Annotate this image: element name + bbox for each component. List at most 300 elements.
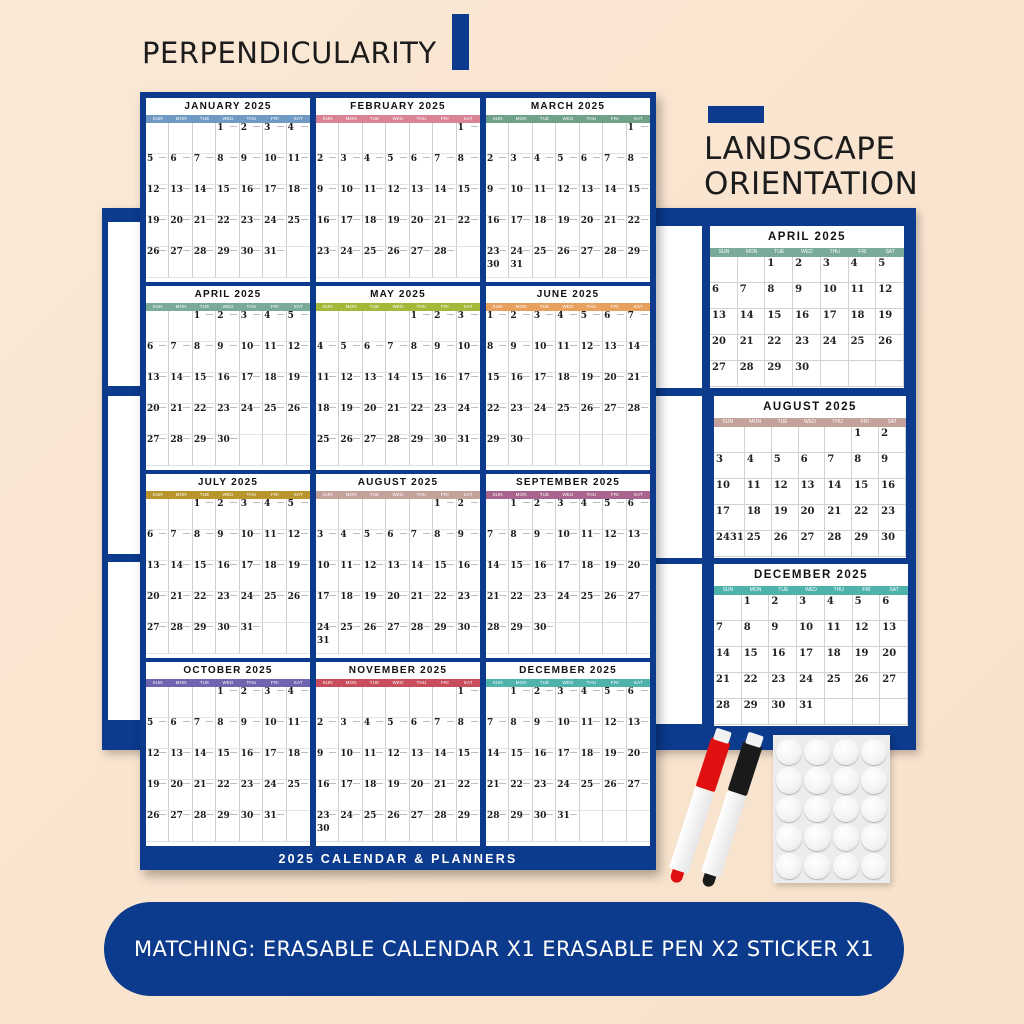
day-cell[interactable]: 13 (169, 749, 192, 780)
day-cell[interactable]: 19 (386, 780, 409, 811)
day-cell[interactable]: 14 (433, 185, 456, 216)
day-cell[interactable]: 4 (849, 257, 877, 283)
day-cell[interactable]: 20 (146, 404, 169, 435)
day-cell[interactable]: 13 (603, 342, 626, 373)
day-cell[interactable]: 24 (339, 811, 362, 842)
day-cell[interactable]: 28 (433, 247, 456, 278)
day-cell[interactable]: 6 (603, 311, 626, 342)
day-cell[interactable] (287, 623, 310, 654)
day-cell[interactable]: 14 (627, 342, 650, 373)
day-cell[interactable] (339, 311, 362, 342)
day-cell[interactable]: 23 (769, 673, 797, 699)
day-cell[interactable] (603, 435, 626, 466)
day-cell[interactable]: 14 (714, 647, 742, 673)
day-cell[interactable]: 11 (363, 185, 386, 216)
day-cell[interactable]: 5 (363, 530, 386, 561)
day-cell[interactable]: 16 (533, 561, 556, 592)
day-cell[interactable]: 12 (603, 718, 626, 749)
day-cell[interactable] (825, 699, 853, 725)
day-cell[interactable]: 18 (263, 373, 286, 404)
day-cell[interactable]: 9 (793, 283, 821, 309)
day-cell[interactable]: 15 (509, 749, 532, 780)
day-cell[interactable]: 9 (316, 749, 339, 780)
day-cell[interactable]: 23 (433, 404, 456, 435)
day-cell[interactable]: 8 (193, 530, 216, 561)
day-cell[interactable]: 29 (193, 623, 216, 654)
day-cell[interactable]: 21 (714, 673, 742, 699)
day-cell[interactable]: 20 (627, 749, 650, 780)
day-cell[interactable]: 6 (627, 687, 650, 718)
day-cell[interactable]: 21 (486, 592, 509, 623)
day-cell[interactable]: 17 (821, 309, 849, 335)
day-cell[interactable]: 20 (146, 592, 169, 623)
day-cell[interactable]: 30 (879, 531, 906, 557)
day-cell[interactable]: 29 (486, 435, 509, 466)
day-cell[interactable]: 24 (797, 673, 825, 699)
day-cell[interactable]: 28 (433, 811, 456, 842)
day-cell[interactable]: 17 (263, 185, 286, 216)
day-cell[interactable]: 4 (287, 123, 310, 154)
day-cell[interactable]: 8 (216, 718, 239, 749)
day-cell[interactable]: 25 (580, 592, 603, 623)
day-cell[interactable]: 20 (627, 561, 650, 592)
day-cell[interactable]: 16 (457, 561, 480, 592)
day-cell[interactable]: 8 (486, 342, 509, 373)
day-cell[interactable]: 19 (772, 505, 799, 531)
day-cell[interactable]: 5 (386, 718, 409, 749)
day-cell[interactable]: 28 (738, 361, 766, 387)
day-cell[interactable] (240, 435, 263, 466)
day-cell[interactable]: 11 (580, 718, 603, 749)
day-cell[interactable]: 11 (556, 342, 579, 373)
day-cell[interactable]: 20 (410, 780, 433, 811)
day-cell[interactable]: 12 (287, 342, 310, 373)
day-cell[interactable]: 21 (433, 216, 456, 247)
day-cell[interactable]: 1 (457, 123, 480, 154)
day-cell[interactable]: 31 (240, 623, 263, 654)
day-cell[interactable]: 31 (263, 247, 286, 278)
day-cell[interactable]: 6 (169, 718, 192, 749)
day-cell[interactable]: 23 (457, 592, 480, 623)
day-cell[interactable]: 26 (386, 247, 409, 278)
day-cell[interactable]: 9 (879, 453, 906, 479)
day-cell[interactable]: 30 (457, 623, 480, 654)
day-cell[interactable]: 5 (287, 499, 310, 530)
day-cell[interactable]: 24 (263, 216, 286, 247)
day-cell[interactable]: 10 (821, 283, 849, 309)
day-cell[interactable]: 12 (287, 530, 310, 561)
day-cell[interactable]: 12 (339, 373, 362, 404)
day-cell[interactable] (486, 123, 509, 154)
day-cell[interactable]: 4 (533, 154, 556, 185)
day-cell[interactable]: 2 (509, 311, 532, 342)
day-cell[interactable]: 8 (457, 154, 480, 185)
day-cell[interactable]: 4 (363, 718, 386, 749)
day-cell[interactable]: 17 (316, 592, 339, 623)
day-cell[interactable]: 27 (386, 623, 409, 654)
day-cell[interactable]: 22 (742, 673, 770, 699)
day-cell[interactable]: 2 (240, 687, 263, 718)
day-cell[interactable]: 24 (556, 780, 579, 811)
day-cell[interactable]: 9 (509, 342, 532, 373)
day-cell[interactable] (169, 311, 192, 342)
day-cell[interactable]: 24 (240, 404, 263, 435)
day-cell[interactable]: 18 (556, 373, 579, 404)
day-cell[interactable]: 1 (216, 687, 239, 718)
day-cell[interactable]: 16 (793, 309, 821, 335)
day-cell[interactable]: 4 (580, 687, 603, 718)
day-cell[interactable]: 7 (410, 530, 433, 561)
day-cell[interactable]: 9 (486, 185, 509, 216)
day-cell[interactable]: 1 (509, 499, 532, 530)
day-cell[interactable]: 3 (339, 718, 362, 749)
day-cell[interactable]: 26 (853, 673, 881, 699)
day-cell[interactable]: 17 (240, 561, 263, 592)
day-cell[interactable]: 23 (793, 335, 821, 361)
day-cell[interactable]: 26 (876, 335, 904, 361)
day-cell[interactable]: 7 (433, 154, 456, 185)
day-cell[interactable]: 21 (386, 404, 409, 435)
day-cell[interactable]: 18 (363, 780, 386, 811)
day-cell[interactable]: 3 (240, 311, 263, 342)
day-cell[interactable] (386, 499, 409, 530)
day-cell[interactable] (738, 257, 766, 283)
day-cell[interactable]: 19 (146, 216, 169, 247)
day-cell[interactable] (316, 123, 339, 154)
day-cell[interactable]: 12 (146, 185, 169, 216)
day-cell[interactable]: 27 (410, 811, 433, 842)
day-cell[interactable] (533, 435, 556, 466)
day-cell[interactable]: 21 (603, 216, 626, 247)
day-cell[interactable]: 22 (410, 404, 433, 435)
day-cell[interactable]: 22 (457, 216, 480, 247)
day-cell[interactable]: 12 (853, 621, 881, 647)
day-cell[interactable]: 24 (821, 335, 849, 361)
day-cell[interactable]: 25 (287, 780, 310, 811)
day-cell[interactable] (339, 499, 362, 530)
day-cell[interactable] (825, 427, 852, 453)
day-cell[interactable]: 7 (386, 342, 409, 373)
day-cell[interactable]: 5 (146, 154, 169, 185)
day-cell[interactable]: 14 (738, 309, 766, 335)
day-cell[interactable]: 13 (710, 309, 738, 335)
day-cell[interactable]: 13 (880, 621, 908, 647)
day-cell[interactable] (556, 435, 579, 466)
day-cell[interactable]: 29 (433, 623, 456, 654)
day-cell[interactable]: 8 (457, 718, 480, 749)
day-cell[interactable]: 12 (580, 342, 603, 373)
day-cell[interactable] (603, 811, 626, 842)
day-cell[interactable] (533, 123, 556, 154)
day-cell[interactable]: 14 (825, 479, 852, 505)
day-cell[interactable]: 7 (433, 718, 456, 749)
day-cell[interactable]: 3 (509, 154, 532, 185)
day-cell[interactable]: 12 (603, 530, 626, 561)
day-cell[interactable]: 6 (146, 342, 169, 373)
day-cell[interactable]: 8 (509, 718, 532, 749)
day-cell[interactable]: 28 (193, 811, 216, 842)
day-cell[interactable]: 25 (580, 780, 603, 811)
day-cell[interactable]: 11 (287, 718, 310, 749)
day-cell[interactable]: 1 (216, 123, 239, 154)
day-cell[interactable]: 5 (386, 154, 409, 185)
day-cell[interactable]: 31 (556, 811, 579, 842)
day-cell[interactable] (580, 811, 603, 842)
day-cell[interactable]: 22 (457, 780, 480, 811)
day-cell[interactable]: 7 (169, 530, 192, 561)
day-cell[interactable]: 26 (287, 404, 310, 435)
day-cell[interactable]: 5 (146, 718, 169, 749)
day-cell[interactable]: 2 (433, 311, 456, 342)
day-cell[interactable]: 18 (580, 749, 603, 780)
day-cell[interactable] (263, 623, 286, 654)
day-cell[interactable] (316, 311, 339, 342)
day-cell[interactable]: 2 (533, 687, 556, 718)
day-cell[interactable] (263, 435, 286, 466)
day-cell[interactable]: 1 (193, 311, 216, 342)
day-cell[interactable]: 24 (339, 247, 362, 278)
day-cell[interactable]: 30 (433, 435, 456, 466)
day-cell[interactable]: 15 (433, 561, 456, 592)
day-cell[interactable]: 16 (769, 647, 797, 673)
day-cell[interactable]: 1 (486, 311, 509, 342)
day-cell[interactable] (486, 687, 509, 718)
day-cell[interactable] (627, 435, 650, 466)
day-cell[interactable]: 26 (339, 435, 362, 466)
day-cell[interactable]: 28 (603, 247, 626, 278)
day-cell[interactable]: 26 (146, 811, 169, 842)
day-cell[interactable] (193, 687, 216, 718)
day-cell[interactable]: 21 (627, 373, 650, 404)
day-cell[interactable]: 4 (745, 453, 772, 479)
day-cell[interactable]: 7 (486, 530, 509, 561)
day-cell[interactable]: 1 (193, 499, 216, 530)
day-cell[interactable]: 2 (216, 499, 239, 530)
day-cell[interactable]: 4 (263, 499, 286, 530)
day-cell[interactable]: 10 (263, 718, 286, 749)
day-cell[interactable] (433, 687, 456, 718)
day-cell[interactable]: 25 (339, 623, 362, 654)
day-cell[interactable]: 15 (509, 561, 532, 592)
day-cell[interactable]: 19 (556, 216, 579, 247)
day-cell[interactable] (386, 687, 409, 718)
day-cell[interactable] (849, 361, 877, 387)
day-cell[interactable]: 13 (169, 185, 192, 216)
day-cell[interactable] (799, 427, 826, 453)
day-cell[interactable]: 5 (853, 595, 881, 621)
day-cell[interactable]: 22 (852, 505, 879, 531)
day-cell[interactable]: 22 (216, 216, 239, 247)
day-cell[interactable]: 28 (627, 404, 650, 435)
day-cell[interactable]: 11 (339, 561, 362, 592)
day-cell[interactable]: 8 (852, 453, 879, 479)
day-cell[interactable]: 19 (287, 373, 310, 404)
day-cell[interactable]: 29 (509, 623, 532, 654)
day-cell[interactable]: 11 (580, 530, 603, 561)
day-cell[interactable]: 30 (769, 699, 797, 725)
day-cell[interactable]: 14 (386, 373, 409, 404)
day-cell[interactable]: 17 (457, 373, 480, 404)
day-cell[interactable] (509, 123, 532, 154)
day-cell[interactable]: 22 (509, 592, 532, 623)
day-cell[interactable]: 14 (486, 749, 509, 780)
day-cell[interactable]: 7 (825, 453, 852, 479)
day-cell[interactable]: 13 (627, 530, 650, 561)
day-cell[interactable]: 13 (386, 561, 409, 592)
day-cell[interactable]: 28 (169, 623, 192, 654)
day-cell[interactable] (363, 311, 386, 342)
day-cell[interactable]: 5 (287, 311, 310, 342)
day-cell[interactable]: 28 (486, 623, 509, 654)
day-cell[interactable]: 29 (216, 247, 239, 278)
day-cell[interactable]: 28 (169, 435, 192, 466)
day-cell[interactable]: 28 (193, 247, 216, 278)
day-cell[interactable]: 13 (627, 718, 650, 749)
day-cell[interactable]: 13 (410, 185, 433, 216)
day-cell[interactable]: 24 (240, 592, 263, 623)
day-cell[interactable]: 26 (363, 623, 386, 654)
day-cell[interactable]: 11 (287, 154, 310, 185)
day-cell[interactable]: 15 (193, 373, 216, 404)
day-cell[interactable]: 26 (580, 404, 603, 435)
day-cell[interactable] (714, 595, 742, 621)
day-cell[interactable]: 6 (627, 499, 650, 530)
day-cell[interactable]: 7 (714, 621, 742, 647)
day-cell[interactable]: 1 (433, 499, 456, 530)
day-cell[interactable]: 11 (849, 283, 877, 309)
day-cell[interactable]: 3 (533, 311, 556, 342)
day-cell[interactable]: 17 (556, 749, 579, 780)
day-cell[interactable]: 30 (240, 247, 263, 278)
day-cell[interactable]: 3 (263, 687, 286, 718)
day-cell[interactable]: 21 (486, 780, 509, 811)
day-cell[interactable]: 16 (216, 373, 239, 404)
day-cell[interactable]: 1 (457, 687, 480, 718)
day-cell[interactable] (433, 123, 456, 154)
day-cell[interactable]: 4 (580, 499, 603, 530)
day-cell[interactable]: 1 (852, 427, 879, 453)
day-cell[interactable]: 15 (765, 309, 793, 335)
day-cell[interactable]: 19 (386, 216, 409, 247)
day-cell[interactable]: 2 (216, 311, 239, 342)
day-cell[interactable]: 17 (556, 561, 579, 592)
day-cell[interactable]: 19 (580, 373, 603, 404)
day-cell[interactable]: 27 (710, 361, 738, 387)
day-cell[interactable]: 15 (742, 647, 770, 673)
day-cell[interactable]: 19 (339, 404, 362, 435)
day-cell[interactable]: 13 (410, 749, 433, 780)
day-cell[interactable]: 27 (410, 247, 433, 278)
day-cell[interactable]: 2 (316, 718, 339, 749)
day-cell[interactable]: 6 (363, 342, 386, 373)
day-cell[interactable]: 15 (852, 479, 879, 505)
day-cell[interactable]: 3 (556, 499, 579, 530)
day-cell[interactable]: 31 (457, 435, 480, 466)
day-cell[interactable] (457, 247, 480, 278)
day-cell[interactable] (169, 499, 192, 530)
day-cell[interactable]: 11 (745, 479, 772, 505)
day-cell[interactable] (363, 687, 386, 718)
day-cell[interactable]: 17 (263, 749, 286, 780)
day-cell[interactable]: 17 (339, 780, 362, 811)
day-cell[interactable]: 29 (193, 435, 216, 466)
day-cell[interactable]: 14 (603, 185, 626, 216)
day-cell[interactable]: 2 (879, 427, 906, 453)
day-cell[interactable]: 9 (457, 530, 480, 561)
day-cell[interactable]: 6 (710, 283, 738, 309)
day-cell[interactable]: 6 (880, 595, 908, 621)
day-cell[interactable]: 27 (146, 435, 169, 466)
day-cell[interactable]: 8 (193, 342, 216, 373)
day-cell[interactable]: 11 (533, 185, 556, 216)
day-cell[interactable]: 29 (509, 811, 532, 842)
day-cell[interactable] (287, 435, 310, 466)
day-cell[interactable]: 27 (169, 811, 192, 842)
day-cell[interactable]: 23 (240, 780, 263, 811)
day-cell[interactable]: 7 (169, 342, 192, 373)
day-cell[interactable]: 25 (825, 673, 853, 699)
day-cell[interactable]: 21 (169, 404, 192, 435)
day-cell[interactable]: 8 (509, 530, 532, 561)
day-cell[interactable]: 8 (742, 621, 770, 647)
day-cell[interactable]: 5 (876, 257, 904, 283)
day-cell[interactable]: 27 (169, 247, 192, 278)
day-cell[interactable]: 29 (742, 699, 770, 725)
day-cell[interactable]: 19 (363, 592, 386, 623)
day-cell[interactable]: 13 (146, 561, 169, 592)
day-cell[interactable]: 18 (339, 592, 362, 623)
day-cell[interactable]: 26 (287, 592, 310, 623)
day-cell[interactable]: 28 (714, 699, 742, 725)
day-cell[interactable]: 18 (849, 309, 877, 335)
day-cell[interactable]: 7 (627, 311, 650, 342)
day-cell[interactable]: 5 (603, 687, 626, 718)
day-cell[interactable]: 23 (533, 592, 556, 623)
day-cell[interactable]: 22 (627, 216, 650, 247)
day-cell[interactable]: 13 (146, 373, 169, 404)
day-cell[interactable]: 29 (410, 435, 433, 466)
day-cell[interactable]: 27 (363, 435, 386, 466)
day-cell[interactable]: 3 (797, 595, 825, 621)
day-cell[interactable]: 7 (486, 718, 509, 749)
day-cell[interactable]: 31 (263, 811, 286, 842)
day-cell[interactable] (486, 499, 509, 530)
day-cell[interactable]: 24 31 (316, 623, 339, 654)
day-cell[interactable]: 1 (627, 123, 650, 154)
day-cell[interactable]: 15 (457, 185, 480, 216)
day-cell[interactable]: 25 (287, 216, 310, 247)
day-cell[interactable]: 21 (825, 505, 852, 531)
day-cell[interactable]: 7 (193, 154, 216, 185)
day-cell[interactable]: 23 30 (316, 811, 339, 842)
day-cell[interactable] (410, 123, 433, 154)
day-cell[interactable]: 18 (287, 749, 310, 780)
day-cell[interactable]: 27 (146, 623, 169, 654)
day-cell[interactable]: 27 (627, 592, 650, 623)
day-cell[interactable]: 9 (533, 530, 556, 561)
day-cell[interactable]: 8 (410, 342, 433, 373)
day-cell[interactable]: 20 (363, 404, 386, 435)
day-cell[interactable]: 19 (146, 780, 169, 811)
day-cell[interactable]: 15 (216, 749, 239, 780)
day-cell[interactable] (876, 361, 904, 387)
day-cell[interactable]: 18 (316, 404, 339, 435)
day-cell[interactable]: 28 (386, 435, 409, 466)
day-cell[interactable] (146, 311, 169, 342)
day-cell[interactable]: 16 (486, 216, 509, 247)
day-cell[interactable]: 10 (263, 154, 286, 185)
day-cell[interactable]: 16 (216, 561, 239, 592)
